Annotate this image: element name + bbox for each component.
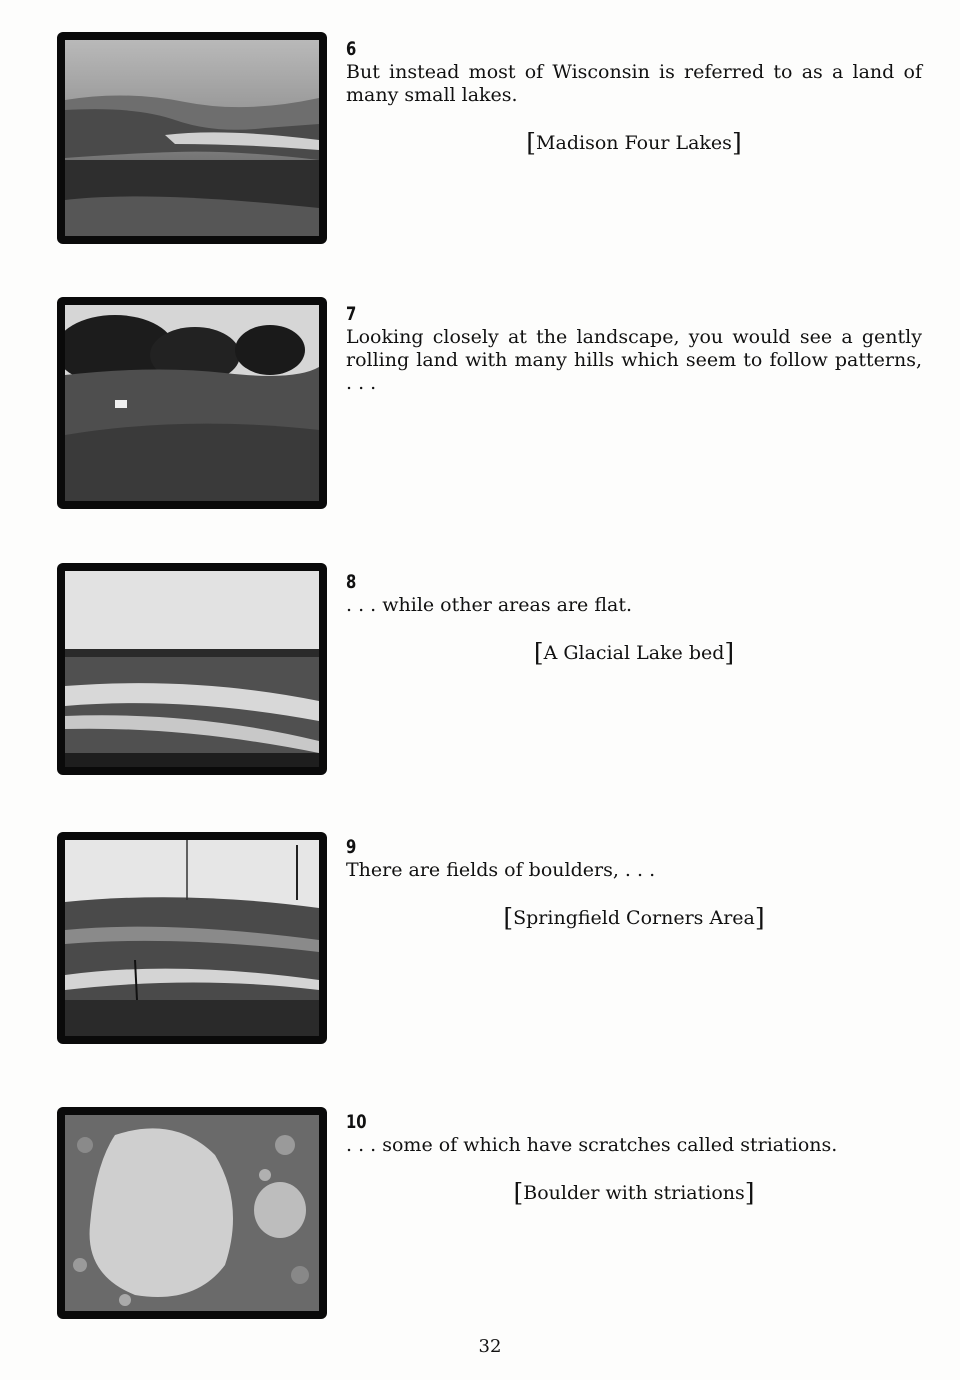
slide-7-caption [346, 303, 922, 395]
slide-7-text: Looking closely at the landscape, you would see a gently rolling land with many hills which seem to follow patterns, . . . [346, 326, 922, 394]
slide-8-photo-frame [57, 563, 327, 775]
slide-10-number: 10 [346, 1111, 367, 1133]
slide-8-photo [65, 571, 319, 767]
slide-9-text: There are fields of boulders, . . . [346, 859, 656, 881]
slide-10-caption [346, 1111, 922, 1205]
slide-6-photo [65, 40, 319, 236]
slide-10-photo-frame [57, 1107, 327, 1319]
slide-7-photo [65, 305, 319, 501]
slide-8-number: 8 [346, 571, 357, 593]
slide-10-note: [Boulder with striations] [513, 1178, 755, 1207]
slide-9-note-text: Springfield Corners Area [513, 907, 755, 929]
slide-6-photo-frame [57, 32, 327, 244]
slide-6-note-text: Madison Four Lakes [536, 132, 732, 154]
slide-8-caption [346, 571, 922, 665]
slide-10-photo [65, 1115, 319, 1311]
slide-8-note: [A Glacial Lake bed] [533, 638, 735, 667]
slide-6-number: 6 [346, 38, 357, 60]
slide-8-note-text: A Glacial Lake bed [543, 642, 725, 664]
slide-7-number: 7 [346, 303, 357, 325]
slide-9-note: [Springfield Corners Area] [503, 903, 765, 932]
slide-6-text: But instead most of Wisconsin is referred to as a land of many small lakes. [346, 61, 922, 106]
slide-7-photo-frame [57, 297, 327, 509]
slide-10-text: . . . some of which have scratches called striations. [346, 1134, 838, 1156]
page-number: 32 [478, 1336, 502, 1357]
slide-9-photo-frame [57, 832, 327, 1044]
slide-9-caption [346, 836, 922, 930]
slide-9-number: 9 [346, 836, 357, 858]
slide-8-text: . . . while other areas are flat. [346, 594, 632, 616]
slide-9-photo [65, 840, 319, 1036]
slide-10-note-text: Boulder with striations [523, 1182, 745, 1204]
slide-6-caption [346, 38, 922, 155]
slide-6-note: [Madison Four Lakes] [526, 128, 742, 157]
